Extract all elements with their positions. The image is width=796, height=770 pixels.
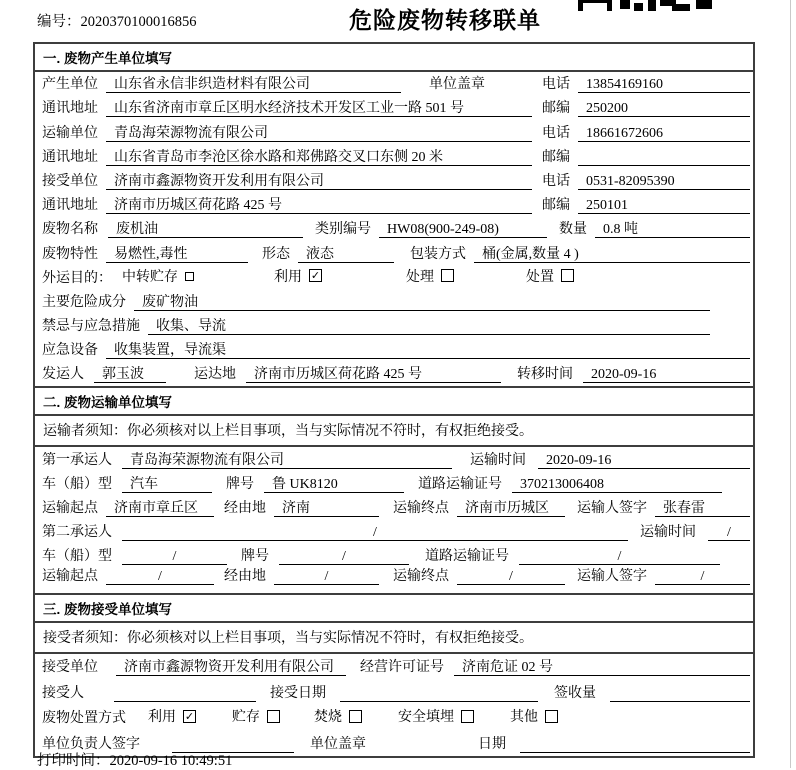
producer-phone-field: 13854169160: [578, 76, 750, 93]
first-carrier-label: 第一承运人: [42, 452, 112, 468]
option-transit-storage: [122, 266, 194, 286]
address-label: 通讯地址: [42, 101, 98, 117]
transporter-postcode-field: [578, 149, 750, 166]
transfer-time-label: 转移时间: [517, 367, 573, 383]
receive-date-field: [340, 685, 538, 702]
receiver-phone-field: 0531-82095390: [578, 173, 750, 190]
disposal-method-row: [35, 705, 753, 731]
option-dispose: [526, 266, 574, 286]
receiving-unit-field: 济南市鑫源物资开发利用有限公司: [116, 659, 346, 676]
first-carrier-row: [35, 447, 753, 471]
checkbox-unchecked: [561, 269, 574, 282]
contraindication-label: 禁忌与应急措施: [42, 319, 140, 335]
origin-field: 济南市章丘区: [106, 500, 214, 517]
waste-name-label: 废物名称: [42, 222, 98, 238]
waste-property-field: 易燃性,毒性: [106, 246, 248, 263]
road-transport-permit-label: 道路运输证号: [418, 476, 502, 492]
carrier-signature-label: 运输人签字: [577, 568, 647, 584]
checkbox-unchecked: [185, 272, 194, 281]
via-label: 经由地: [224, 568, 266, 584]
received-quantity-field: [610, 685, 750, 702]
unit-seal-label: 单位盖章: [429, 77, 485, 93]
hazard-component-label: 主要危险成分: [42, 294, 126, 310]
option-label: 利用: [148, 710, 176, 726]
option-label: 利用: [274, 269, 302, 285]
option-label: 焚烧: [314, 710, 342, 726]
transport-time-field: 2020-09-16: [538, 452, 750, 469]
transporter-address-field: 山东省青岛市李沧区徐水路和郑佛路交叉口东侧 20 米: [106, 149, 532, 166]
receiver-address-field: 济南市历城区荷花路 425 号: [106, 197, 532, 214]
receiving-unit-label: 接受单位: [42, 660, 98, 676]
recipient-row: [35, 679, 753, 705]
phone-label: 电话: [542, 77, 570, 93]
vehicle-type-field: /: [122, 548, 227, 565]
transporter-phone-field: 18661672606: [578, 125, 750, 142]
receiver-notice: 接受者须知：你必须核对以上栏目事项，当与实际情况不符时，有权拒绝接受。: [35, 623, 753, 654]
postcode-label: 邮编: [542, 198, 570, 214]
transfer-purpose-label: 外运目的：: [42, 270, 112, 286]
quantity-label: 数量: [559, 222, 587, 238]
date-field: [520, 736, 750, 753]
option-storage: [232, 706, 280, 726]
quantity-field: 0.8 吨: [595, 221, 750, 238]
vehicle-type-label: 车（船）型: [42, 549, 112, 565]
option-utilize: [274, 266, 322, 286]
option-label: 处置: [526, 269, 554, 285]
carrier-signature-field: /: [655, 568, 750, 585]
checkbox-checked: ✓: [184, 709, 195, 723]
responsible-signature-label: 单位负责人签字: [42, 736, 140, 752]
terminus-label: 运输终点: [393, 501, 449, 516]
form-state-label: 形态: [262, 246, 290, 262]
first-carrier-field: 青岛海荣源物流有限公司: [122, 452, 452, 469]
received-quantity-label: 签收量: [554, 685, 596, 701]
destination-label: 运达地: [194, 367, 236, 383]
consignor-field: 郭玉波: [94, 366, 166, 383]
option-treat: [406, 266, 454, 286]
page-right-edge: [790, 0, 791, 768]
route-row: [35, 496, 753, 520]
option-label: 贮存: [232, 710, 260, 726]
recipient-label: 接受人: [42, 685, 84, 701]
packaging-label: 包装方式: [410, 246, 466, 262]
emergency-equipment-label: 应急设备: [42, 343, 98, 359]
receiver-unit-row: [35, 169, 753, 193]
option-other: [510, 706, 558, 726]
transport-time-label: 运输时间: [640, 525, 696, 541]
phone-label: 电话: [542, 173, 570, 189]
via-field: /: [274, 568, 379, 585]
producer-address-field: 山东省济南市章丘区明水经济技术开发区工业一路 501 号: [106, 100, 532, 117]
phone-label: 电话: [542, 125, 570, 141]
second-carrier-label: 第二承运人: [42, 525, 112, 541]
section-transporter-title: 二. 废物运输单位填写: [35, 388, 753, 416]
postcode-label: 邮编: [542, 149, 570, 165]
receiving-unit-row: [35, 654, 753, 680]
road-transport-permit-field: /: [519, 548, 720, 565]
page-title: 危险废物转移联单: [349, 7, 541, 33]
option-label: 安全填埋: [398, 710, 454, 726]
second-carrier-row: [35, 520, 753, 544]
license-number-field: 济南危证 02 号: [454, 659, 750, 676]
option-label: 其他: [510, 710, 538, 726]
producer-unit-label: 产生单位: [42, 77, 98, 93]
second-carrier-field: /: [122, 524, 628, 541]
waste-property-row: [35, 241, 753, 265]
terminus-label: 运输终点: [393, 568, 449, 584]
plate-number-label: 牌号: [241, 549, 269, 565]
section-transporter: [35, 386, 753, 592]
vehicle-type-label: 车（船）型: [42, 476, 112, 492]
option-label: 中转贮存: [122, 269, 178, 285]
via-field: 济南: [274, 500, 379, 517]
waste-name-row: [35, 217, 753, 241]
category-code-label: 类别编号: [315, 222, 371, 238]
producer-unit-field: 山东省永信非织造材料有限公司: [106, 76, 401, 93]
destination-field: 济南市历城区荷花路 425 号: [246, 366, 501, 383]
license-number-label: 经营许可证号: [360, 660, 444, 676]
checkbox-unchecked: [441, 269, 454, 282]
postcode-label: 邮编: [542, 101, 570, 117]
via-label: 经由地: [224, 501, 266, 516]
manifest-form: [33, 42, 755, 758]
transporter-notice: 运输者须知：你必须核对以上栏目事项，当与实际情况不符时，有权拒绝接受。: [35, 416, 753, 447]
date-label: 日期: [478, 736, 506, 752]
print-time: 打印时间：2020-09-16 10:49:51: [37, 753, 233, 769]
emergency-equipment-field: 收集装置，导流渠: [106, 342, 750, 359]
recipient-field: [114, 685, 256, 702]
receiver-unit-field: 济南市鑫源物资开发利用有限公司: [106, 173, 532, 190]
disposal-method-label: 废物处置方式: [42, 711, 126, 727]
road-transport-permit-field: 370213006408: [512, 476, 722, 493]
producer-postcode-field: 250200: [578, 100, 750, 117]
packaging-field: 桶(金属,数量 4 ): [474, 246, 750, 263]
serial-label: 编号：: [37, 14, 81, 30]
transporter-unit-row: [35, 120, 753, 144]
checkbox-unchecked: [545, 710, 558, 723]
category-code-field: HW08(900-249-08): [379, 221, 547, 238]
section-producer-title: 一. 废物产生单位填写: [35, 44, 753, 72]
transfer-time-field: 2020-09-16: [583, 366, 750, 383]
serial-value: 2020370100016856: [80, 14, 197, 30]
checkbox-unchecked: [267, 710, 280, 723]
waste-property-label: 废物特性: [42, 246, 98, 262]
waste-name-field: 废机油: [108, 221, 303, 238]
option-utilize: [148, 706, 196, 726]
origin-field: /: [106, 568, 214, 585]
checkbox-unchecked: [461, 710, 474, 723]
emergency-equipment-row: [35, 338, 753, 362]
section-receiver-title: 三. 废物接受单位填写: [35, 595, 753, 623]
plate-number-label: 牌号: [226, 476, 254, 492]
option-incineration: [314, 706, 362, 726]
receiver-postcode-field: 250101: [578, 197, 750, 214]
vehicle-type-row: [35, 472, 753, 496]
transporter-address-row: [35, 145, 753, 169]
terminus-field: 济南市历城区: [457, 500, 565, 517]
option-secure-landfill: [398, 706, 474, 726]
qr-code-fragment-graphic: [578, 0, 712, 11]
carrier-signature-field: 张春雷: [655, 500, 750, 517]
transport-time-label: 运输时间: [470, 452, 526, 468]
vehicle-type-field: 汽车: [122, 476, 212, 493]
form-state-field: 液态: [298, 246, 394, 263]
checkbox-unchecked: [349, 710, 362, 723]
section-receiver: [35, 593, 753, 756]
receiver-unit-label: 接受单位: [42, 173, 98, 189]
plate-number-field: /: [279, 548, 409, 565]
transporter-unit-label: 运输单位: [42, 125, 98, 141]
producer-address-row: [35, 96, 753, 120]
receive-date-label: 接受日期: [270, 685, 326, 701]
consignor-label: 发运人: [42, 367, 84, 383]
checkbox-checked: ✓: [310, 269, 321, 283]
contraindication-field: 收集、导流: [148, 318, 710, 335]
hazard-component-row: [35, 290, 753, 314]
transfer-purpose-row: [35, 266, 753, 290]
plate-number-field: 鲁 UK8120: [264, 476, 404, 493]
carrier-signature-label: 运输人签字: [577, 501, 647, 516]
origin-label: 运输起点: [42, 568, 98, 584]
consignor-row: [35, 362, 753, 386]
receiver-address-row: [35, 193, 753, 217]
terminus-field: /: [457, 568, 565, 585]
road-transport-permit-label: 道路运输证号: [425, 549, 509, 565]
qr-code-fragment: [578, 0, 712, 11]
route-row-2: [35, 568, 753, 592]
producer-unit-row: [35, 72, 753, 96]
section-producer: [35, 44, 753, 386]
origin-label: 运输起点: [42, 501, 98, 516]
address-label: 通讯地址: [42, 198, 98, 214]
option-label: 处理: [406, 269, 434, 285]
transporter-unit-field: 青岛海荣源物流有限公司: [106, 125, 532, 142]
unit-seal-label: 单位盖章: [310, 736, 366, 752]
address-label: 通讯地址: [42, 149, 98, 165]
transport-time-field: /: [708, 524, 750, 541]
contraindication-row: [35, 314, 753, 338]
hazard-component-field: 废矿物油: [134, 294, 710, 311]
